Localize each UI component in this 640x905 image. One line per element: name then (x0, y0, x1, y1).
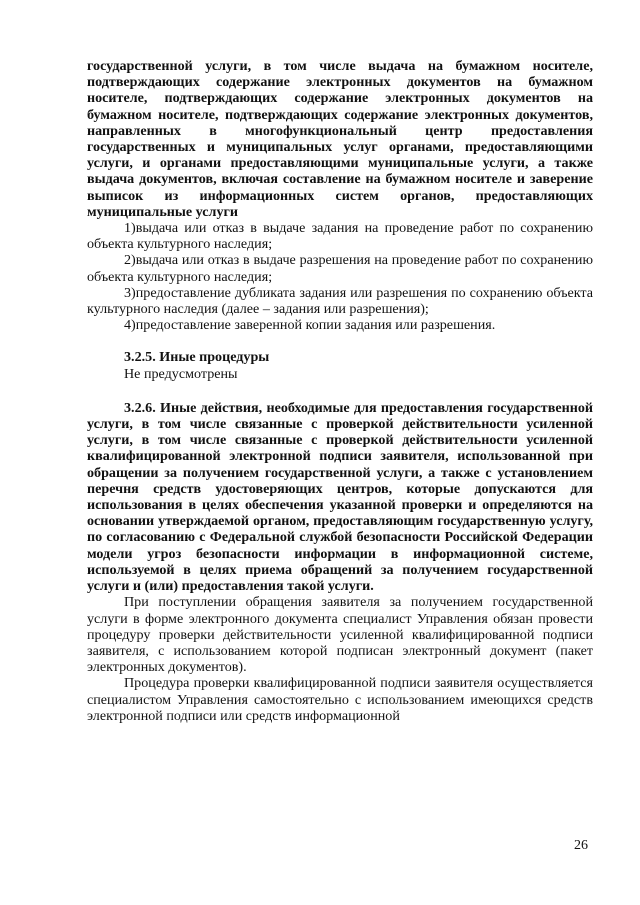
spacer (87, 333, 593, 349)
section-326-title: 3.2.6. Иные действия, необходимые для предоставления государственной услуги, в том числе связанные с проверкой действительности усиленной услуги, в том числе связанные с проверкой действительности усиленной квалифицированной электронной подписи заявителя, использованной при обращении за получением государственной услуги, а также с установлением перечня средств удостоверяющих центров, которые допускаются для использования в целях обеспечения указанной проверки и определяются на основании утверждаемой органом, предоставляющим государственную услугу, по согласованию с Федеральной службой безопасности Российской Федерации модели угроз безопасности информации в информационной системе, используемой в целях приема обращений за получением государственной услуги и (или) предоставления такой услуги. (87, 399, 593, 595)
list-item-1: 1)выдача или отказ в выдаче задания на проведение работ по сохранению объекта культурного наследия; (87, 220, 593, 253)
spacer (87, 382, 593, 400)
list-item-4: 4)предоставление заверенной копии задания или разрешения. (124, 317, 496, 334)
page-number: 26 (574, 838, 588, 853)
document-body (87, 58, 593, 724)
paragraph-1: При поступлении обращения заявителя за получением государственной услуги в форме электронного документа специалист Управления обязан провести процедуру проверки действительности усиленной квалифицированной подписи заявителя, с использованием которой подписан электронный документ (пакет электронных документов). (87, 594, 593, 676)
section-325-title: 3.2.5. Иные процедуры (124, 349, 270, 366)
intro-heading: государственной услуги, в том числе выдача на бумажном носителе, подтверждающих содержание электронных документов на бумажном носителе, подтверждающих содержание электронных документов на бумажном носителе, подтверждающих содержание электронных документов, направленных в многофункциональный центр предоставления государственных и муниципальных услуг органами, предоставляющими услуги, и органами предоставляющими муниципальные услуги, а также выдача документов, включая составление на бумажном носителе и заверение выписок из информационных систем органов, предоставляющих муниципальные услуги (87, 58, 593, 220)
paragraph-2: Процедура проверки квалифицированной подписи заявителя осуществляется специалистом Управления самостоятельно с использованием имеющихся средств электронной подписи или средств информационной (87, 675, 593, 724)
list-item-3: 3)предоставление дубликата задания или разрешения по сохранению объекта культурного наследия (далее – задания или разрешения); (87, 284, 593, 318)
section-325-text: Не предусмотрены (124, 365, 238, 382)
list-item-2: 2)выдача или отказ в выдаче разрешения на проведение работ по сохранению объекта культурного наследия; (87, 252, 593, 285)
